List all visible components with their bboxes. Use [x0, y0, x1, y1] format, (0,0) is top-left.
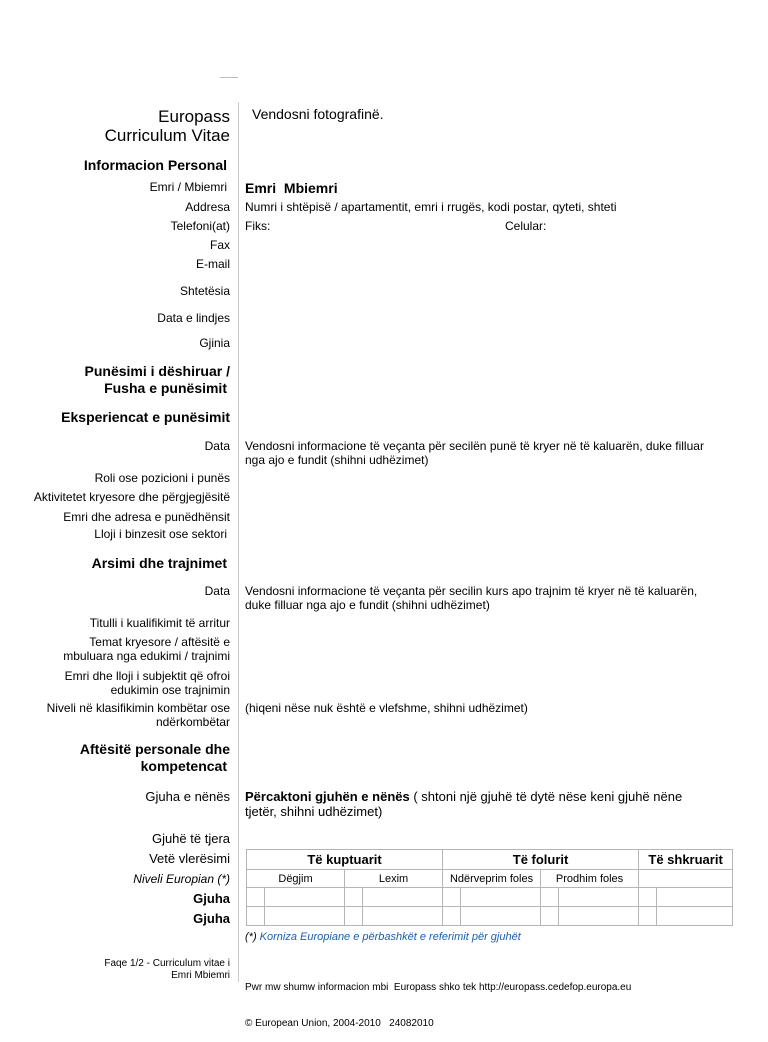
footnote-marker: (*) — [245, 931, 260, 943]
education-date-value: Vendosni informacione të veçanta për secilin kurs apo trajnim të kryer në të kaluarën, duke filluar nga ajo e fundit (shihni udhëzimet) — [245, 584, 698, 612]
email-label: E-mail — [195, 257, 230, 271]
desired-employment-heading — [85, 363, 231, 397]
header-speaking: Të folurit — [443, 850, 639, 870]
desired-heading-line2: Fusha e punësimit — [104, 380, 227, 396]
table-cell — [559, 888, 639, 907]
other-languages-label: Gjuhë të tjera — [151, 831, 230, 846]
personal-info-heading: Informacion Personal — [83, 157, 227, 173]
phone-label: Telefoni(at) — [170, 219, 230, 233]
table-cell — [657, 907, 733, 926]
table-cell — [443, 888, 461, 907]
language-footnote — [245, 931, 521, 944]
self-assessment-label: Vetë vlerësimi — [149, 851, 230, 866]
work-experience-heading: Eksperiencat e punësimit — [61, 409, 230, 425]
table-cell — [363, 907, 443, 926]
subheader-listening: Dëgjim — [247, 870, 345, 888]
table-cell — [541, 907, 559, 926]
table-cell — [559, 907, 639, 926]
subjects-label: Temat kryesore / aftësitë e mbuluara nga edukimi / trajnimi — [63, 635, 230, 663]
table-cell — [345, 888, 363, 907]
name-value: Emri Mbiemri — [245, 180, 338, 196]
language-skills-table — [246, 849, 733, 926]
top-divider-mark — [220, 77, 238, 78]
cv-title: Curriculum Vitae — [104, 126, 230, 145]
language-row-label-2: Gjuha — [193, 911, 230, 926]
europass-title — [105, 107, 230, 145]
mother-tongue-note: ( shtoni një gjuhë të dytë nëse keni gjuhë nëne tjetër, shihni udhëzimet) — [245, 789, 683, 819]
subheader-spoken-interaction: Ndërveprim foles — [443, 870, 541, 888]
footer-info-line1: Pwr mw shumw informacion mbi Europass shko tek http://europass.cedefop.europa.eu — [245, 982, 632, 993]
sector-label: Lloji i binzesit ose sektori — [94, 527, 227, 541]
cefr-link[interactable]: Korniza Europiane e përbashkët e referimit për gjuhët — [259, 931, 521, 943]
table-cell — [541, 888, 559, 907]
table-row — [247, 888, 733, 907]
table-cell — [639, 907, 657, 926]
footer-page-info — [104, 958, 230, 982]
table-cell — [265, 888, 345, 907]
subheader-writing-blank — [639, 870, 733, 888]
europass-logo-text: Europass — [158, 107, 230, 126]
table-cell — [443, 907, 461, 926]
address-value: Numri i shtëpisë / apartamentit, emri i rrugës, kodi postar, qyteti, shteti — [245, 200, 617, 214]
mother-tongue-bold: Përcaktoni gjuhën e nënës — [245, 789, 410, 804]
footer-page-line2: Emri Mbiemri — [171, 970, 230, 981]
mother-tongue-value — [245, 789, 715, 819]
experience-date-label: Data — [204, 439, 230, 453]
skills-heading-line1: Aftësitë personale dhe — [79, 741, 230, 757]
column-divider — [238, 102, 239, 982]
classification-level-value: (hiqeni nëse nuk është e vlefshme, shihni udhëzimet) — [245, 701, 528, 715]
classification-level-label: Niveli në klasifikimin kombëtar ose ndërkombëtar — [46, 701, 230, 729]
mother-tongue-label: Gjuha e nënës — [145, 789, 230, 804]
table-cell — [461, 888, 541, 907]
qualification-label: Titulli i kualifikimit të arritur — [89, 616, 230, 630]
table-cell — [461, 907, 541, 926]
name-label: Emri / Mbiemri — [149, 180, 227, 194]
skills-heading-line2: kompetencat — [140, 758, 227, 774]
header-writing: Të shkruarit — [639, 850, 733, 870]
address-label: Addresa — [185, 200, 230, 214]
experience-date-value: Vendosni informacione të veçanta për secilën punë të kryer në të kaluarën, duke filluar nga ajo e fundit (shihni udhëzimet) — [245, 439, 704, 467]
activities-label: Aktivitetet kryesore dhe përgjegjësitë — [33, 490, 230, 504]
header-understanding: Të kuptuarit — [247, 850, 443, 870]
fax-label: Fax — [209, 238, 230, 252]
language-row-label-1: Gjuha — [193, 891, 230, 906]
photo-placeholder: Vendosni fotografinë. — [252, 106, 384, 122]
skills-heading — [80, 741, 230, 775]
table-header-row — [247, 850, 733, 870]
table-cell — [363, 888, 443, 907]
table-cell — [345, 907, 363, 926]
table-cell — [247, 888, 265, 907]
table-subheader-row — [247, 870, 733, 888]
table-cell — [639, 888, 657, 907]
table-cell — [657, 888, 733, 907]
table-cell — [265, 907, 345, 926]
organisation-label: Emri dhe lloji i subjektit që ofroi edukimin ose trajnimin — [64, 669, 230, 697]
subheader-spoken-production: Prodhim foles — [541, 870, 639, 888]
education-heading: Arsimi dhe trajnimet — [91, 555, 227, 571]
subheader-reading: Lexim — [345, 870, 443, 888]
table-row — [247, 907, 733, 926]
employer-label: Emri dhe adresa e punëdhënsit — [63, 510, 230, 524]
phone-fixed: Fiks: — [245, 219, 271, 233]
birthdate-label: Data e lindjes — [157, 311, 230, 325]
education-date-label: Data — [204, 584, 230, 598]
footer-page-line1: Faqe 1/2 - Curriculum vitae i — [104, 958, 230, 969]
footer-europass-info — [245, 958, 631, 1042]
phone-mobile: Celular: — [505, 219, 547, 233]
role-label: Roli ose pozicioni i punës — [94, 471, 230, 485]
table-cell — [247, 907, 265, 926]
desired-heading-line1: Punësimi i dëshiruar / — [84, 363, 230, 379]
nationality-label: Shtetësia — [179, 284, 230, 298]
european-level-label: Niveli Europian (*) — [133, 872, 230, 886]
gender-label: Gjinia — [199, 336, 230, 350]
footer-info-line2: © European Union, 2004-2010 24082010 — [245, 1018, 434, 1029]
